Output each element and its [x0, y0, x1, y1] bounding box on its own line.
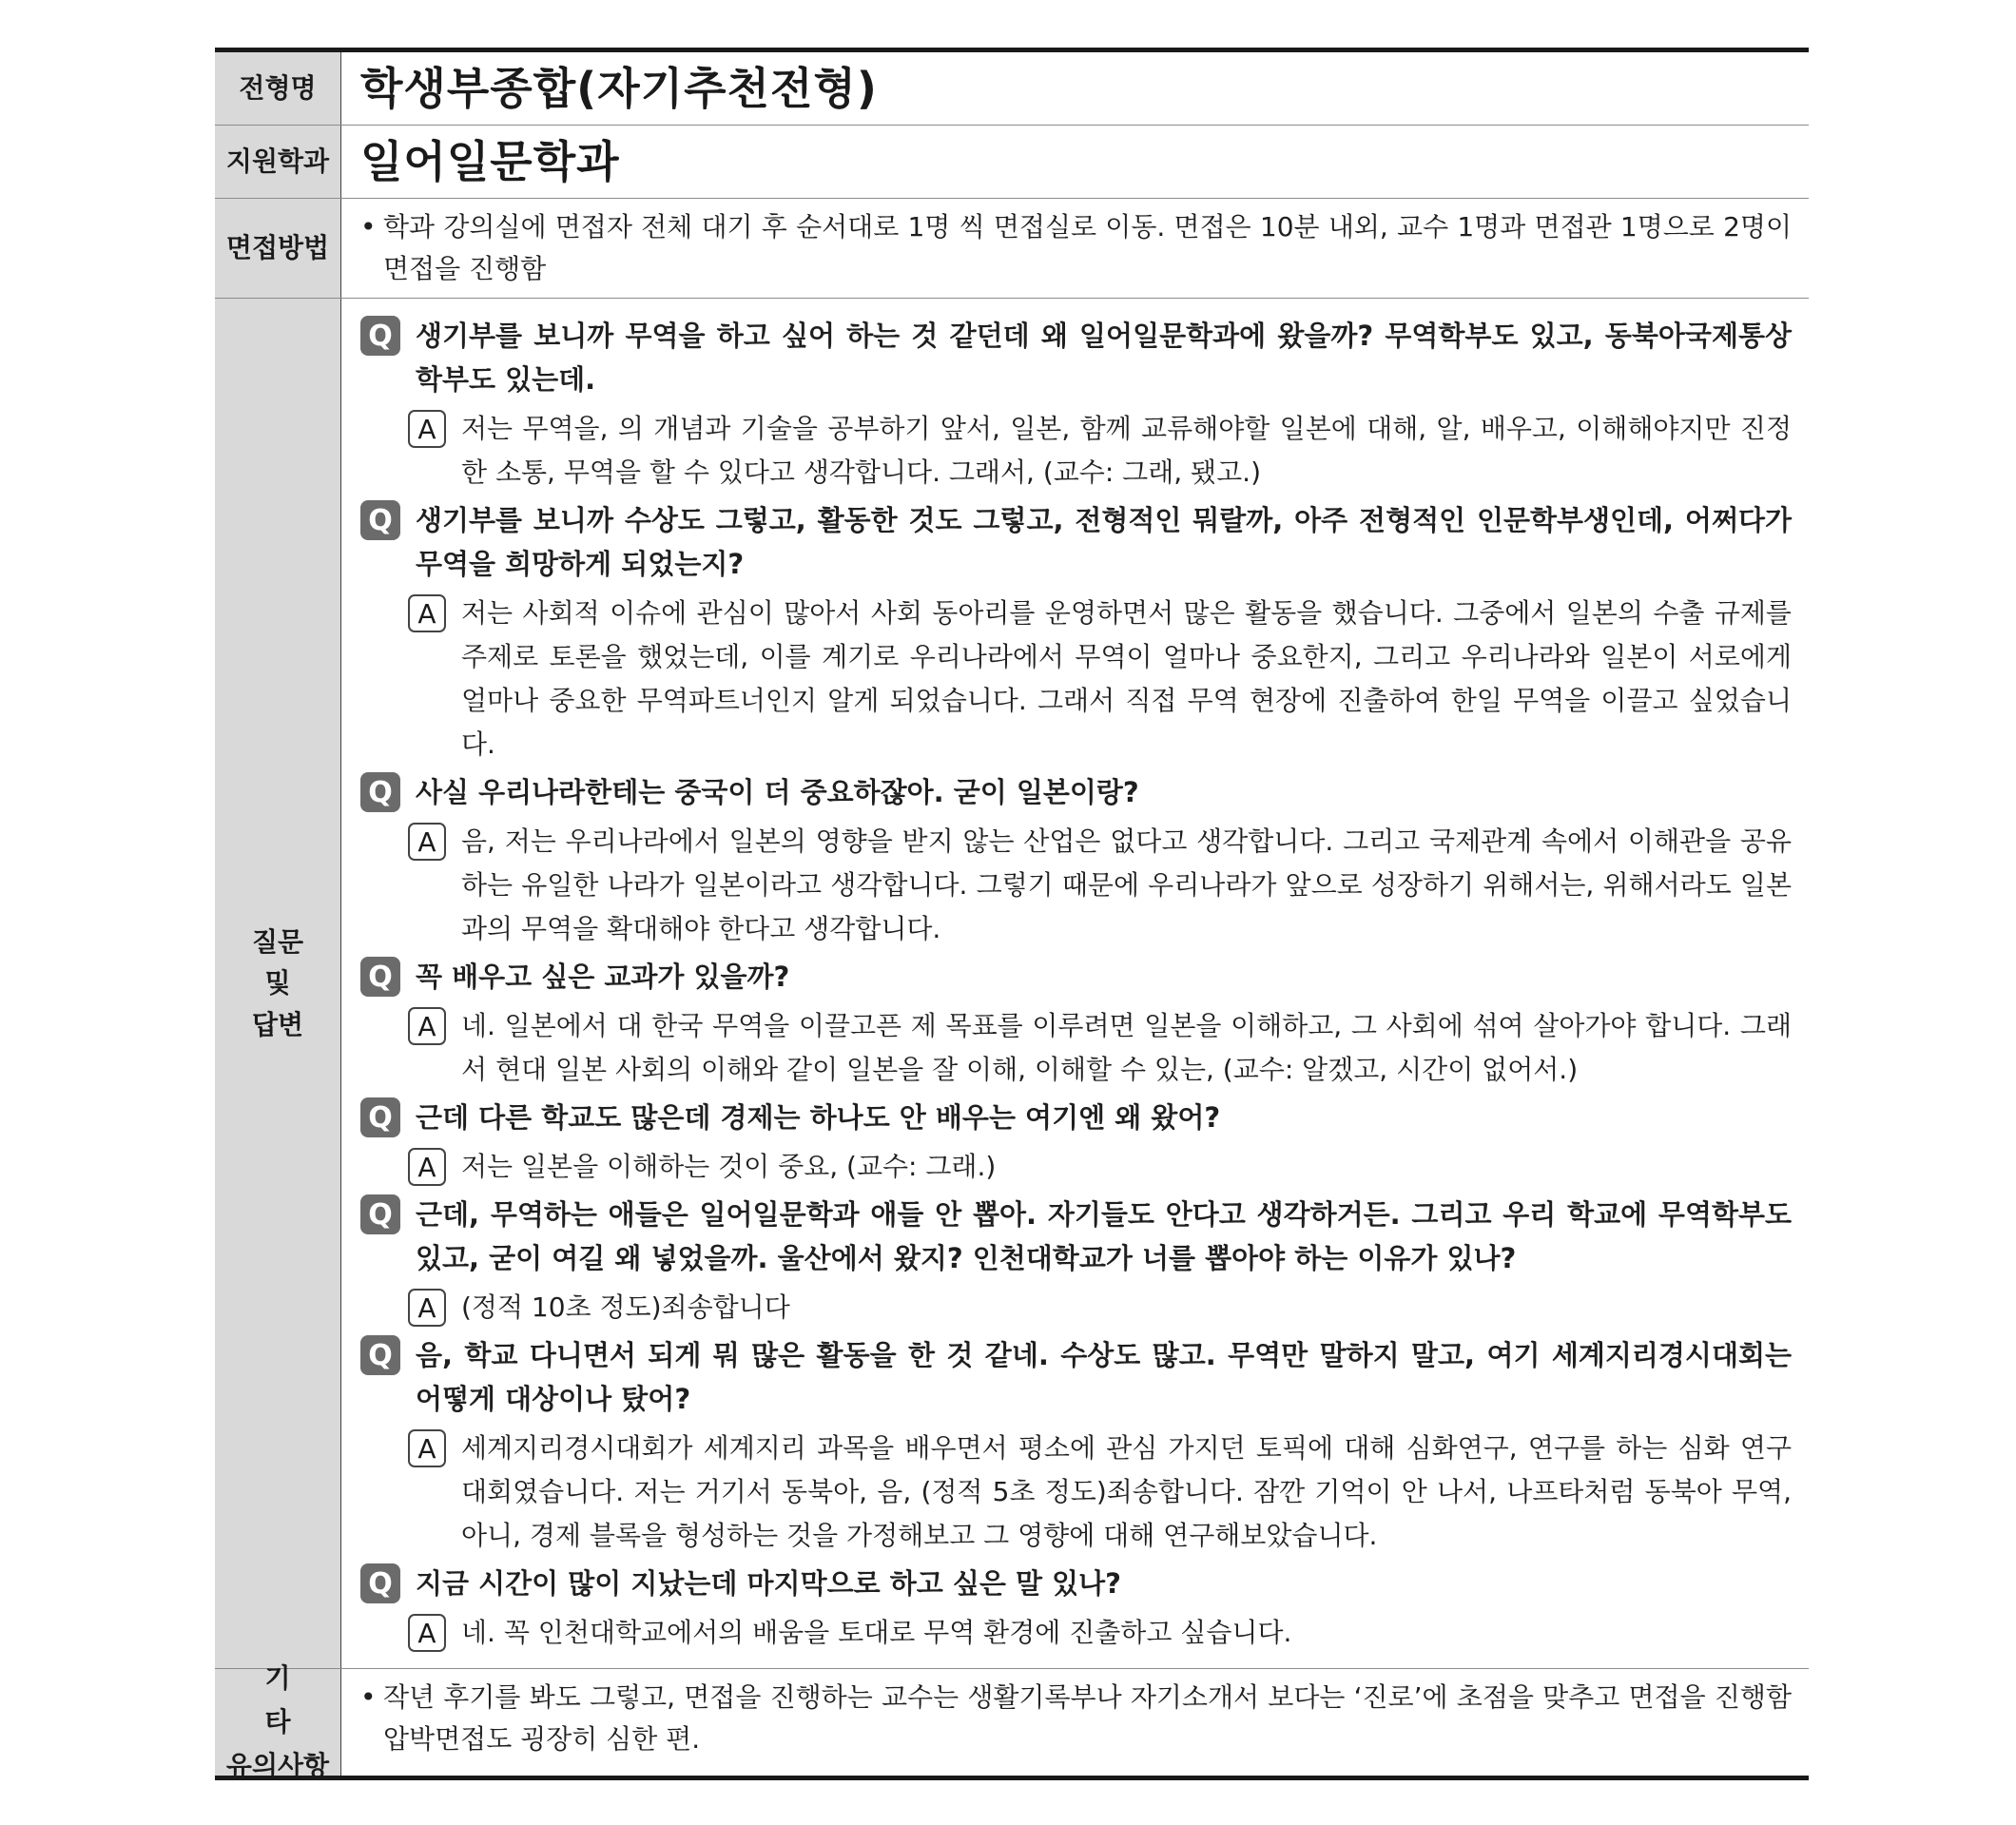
etc-text: • 작년 후기를 봐도 그렇고, 면접을 진행하는 교수는 생활기록부나 자기소개서 보다는 ‘진로’에 초점을 맞추고 면접을 진행함 압박면접도 굉장히 심한 편. [360, 1669, 1792, 1760]
etc-row [215, 1662, 1809, 1781]
department-label: 지원학과 [215, 126, 341, 198]
question [360, 1562, 1792, 1605]
answer-text: 음, 저는 우리나라에서 일본의 영향을 받지 않는 산업은 없다고 생각합니다. 그리고 국제관계 속에서 이해관을 공유하는 유일한 나라가 일본이라고 생각합니다. 그렇기 때문에 우리나라가 앞으로 성장하기 위해서는, 위해서라도 일본과의 무역을 확대해야 한다고 생각합니다. [461, 825, 1792, 944]
question-text: 사실 우리나라한테는 중국이 더 중요하잖아. 굳이 일본이랑? [416, 776, 1139, 808]
answer-mark-icon: A [408, 1289, 446, 1327]
question [360, 1333, 1792, 1421]
etc-label-line2: 유의사항 [225, 1750, 330, 1781]
qa-list [360, 314, 1792, 1655]
answer-text: 세계지리경시대회가 세계지리 과목을 배우면서 평소에 관심 가지던 토픽에 대해 심화연구, 연구를 하는 심화 연구 대회였습니다. 저는 거기서 동북아, 음, (정적 5초 정도)죄송합니다. 잠깐 기억이 안 나서, 나프타처럼 동북아 무역, 아니, 경제 블록을 형성하는 것을 가정해보고 그 영향에 대해 연구해보았습니다. [461, 1432, 1792, 1551]
qa-item [360, 1193, 1792, 1330]
answer-mark-icon: A [408, 823, 446, 861]
question-text: 근데 다른 학교도 많은데 경제는 하나도 안 배우는 여기엔 왜 왔어? [416, 1101, 1221, 1134]
qa-item [360, 1562, 1792, 1655]
question-text: 생기부를 보니까 수상도 그렇고, 활동한 것도 그렇고, 전형적인 뭐랄까, 아주 전형적인 인문학부생인데, 어쩌다가 무역을 희망하게 되었는지? [416, 504, 1792, 580]
answer [408, 820, 1792, 951]
answer-mark-icon: A [408, 1429, 446, 1467]
question-mark-icon: Q [360, 1335, 400, 1375]
qa-label-line1: 질문 [251, 925, 304, 958]
admission-type-row [215, 52, 1809, 126]
method-label: 면접방법 [215, 199, 341, 298]
etc-label [215, 1662, 341, 1781]
answer-text: 저는 무역을, 의 개념과 기술을 공부하기 앞서, 일본, 함께 교류해야할 일본에 대해, 알, 배우고, 이해해야지만 진정한 소통, 무역을 할 수 있다고 생각합니다. 그래서, (교수: 그래, 됐고.) [461, 413, 1792, 488]
answer-text: 네. 일본에서 대 한국 무역을 이끌고픈 제 목표를 이루려면 일본을 이해하고, 그 사회에 섞여 살아가야 합니다. 그래서 현대 일본 사회의 이해와 같이 일본을 잘 이해, 이해할 수 있는, (교수: 알겠고, 시간이 없어서.) [461, 1010, 1792, 1085]
answer-text: (정적 10초 정도)죄송합니다 [461, 1291, 790, 1323]
question-mark-icon: Q [360, 957, 400, 997]
qa-row [215, 299, 1809, 1669]
qa-label-line3: 답변 [251, 1008, 304, 1040]
department-value: 일어일문학과 [360, 136, 620, 187]
answer [408, 1611, 1792, 1655]
etc-label-line1: 기타 [264, 1662, 329, 1738]
question-text: 근데, 무역하는 애들은 일어일문학과 애들 안 뽑아. 자기들도 안다고 생각하거든. 그리고 우리 학교에 무역학부도 있고, 굳이 여길 왜 넣었을까. 울산에서 왔지? 인천대학교가 너를 뽑아야 하는 이유가 있나? [416, 1198, 1792, 1274]
question [360, 955, 1792, 999]
answer [408, 1427, 1792, 1558]
qa-item [360, 1333, 1792, 1558]
answer [408, 407, 1792, 495]
interview-sheet [215, 48, 1809, 1780]
answer [408, 1286, 1792, 1330]
question-mark-icon: Q [360, 316, 400, 356]
qa-item [360, 314, 1792, 495]
qa-item [360, 955, 1792, 1092]
question-text: 꼭 배우고 싶은 교과가 있을까? [416, 961, 790, 993]
question [360, 1096, 1792, 1139]
answer-mark-icon: A [408, 1007, 446, 1045]
admission-type-label: 전형명 [215, 52, 341, 125]
qa-item [360, 770, 1792, 951]
answer-mark-icon: A [408, 410, 446, 448]
question-text: 음, 학교 다니면서 되게 뭐 많은 활동을 한 것 같네. 수상도 많고. 무역만 말하지 말고, 여기 세계지리경시대회는 어떻게 대상이나 탔어? [416, 1339, 1792, 1415]
question-mark-icon: Q [360, 772, 400, 812]
question-mark-icon: Q [360, 500, 400, 540]
method-text: • 학과 강의실에 면접자 전체 대기 후 순서대로 1명 씩 면접실로 이동. 면접은 10분 내외, 교수 1명과 면접관 1명으로 2명이 면접을 진행함 [360, 199, 1792, 290]
answer-mark-icon: A [408, 594, 446, 632]
qa-label-line2: 및 [264, 967, 291, 1000]
qa-item [360, 1096, 1792, 1189]
question-text: 생기부를 보니까 무역을 하고 싶어 하는 것 같던데 왜 일어일문학과에 왔을까? 무역학부도 있고, 동북아국제통상학부도 있는데. [416, 320, 1792, 396]
question-mark-icon: Q [360, 1194, 400, 1234]
answer-mark-icon: A [408, 1148, 446, 1186]
admission-type-value: 학생부종합(자기추천전형) [360, 63, 878, 114]
answer-text: 네. 꼭 인천대학교에서의 배움을 토대로 무역 환경에 진출하고 싶습니다. [461, 1617, 1292, 1648]
answer [408, 1004, 1792, 1092]
question [360, 770, 1792, 814]
answer [408, 592, 1792, 767]
question-mark-icon: Q [360, 1563, 400, 1603]
qa-item [360, 498, 1792, 767]
question [360, 1193, 1792, 1280]
method-row [215, 199, 1809, 299]
question [360, 314, 1792, 401]
answer-mark-icon: A [408, 1614, 446, 1652]
answer [408, 1145, 1792, 1189]
department-row [215, 126, 1809, 199]
answer-text: 저는 사회적 이슈에 관심이 많아서 사회 동아리를 운영하면서 많은 활동을 했습니다. 그중에서 일본의 수출 규제를 주제로 토론을 했었는데, 이를 계기로 우리나라에서 무역이 얼마나 중요한지, 그리고 우리나라와 일본이 서로에게 얼마나 중요한 무역파트너인지 알게 되었습니다. 그래서 직접 무역 현장에 진출하여 한일 무역을 이끌고 싶었습니다. [461, 597, 1792, 760]
question-mark-icon: Q [360, 1097, 400, 1137]
answer-text: 저는 일본을 이해하는 것이 중요, (교수: 그래.) [461, 1151, 997, 1182]
qa-label [215, 299, 341, 1668]
question [360, 498, 1792, 586]
question-text: 지금 시간이 많이 지났는데 마지막으로 하고 싶은 말 있나? [416, 1567, 1121, 1600]
